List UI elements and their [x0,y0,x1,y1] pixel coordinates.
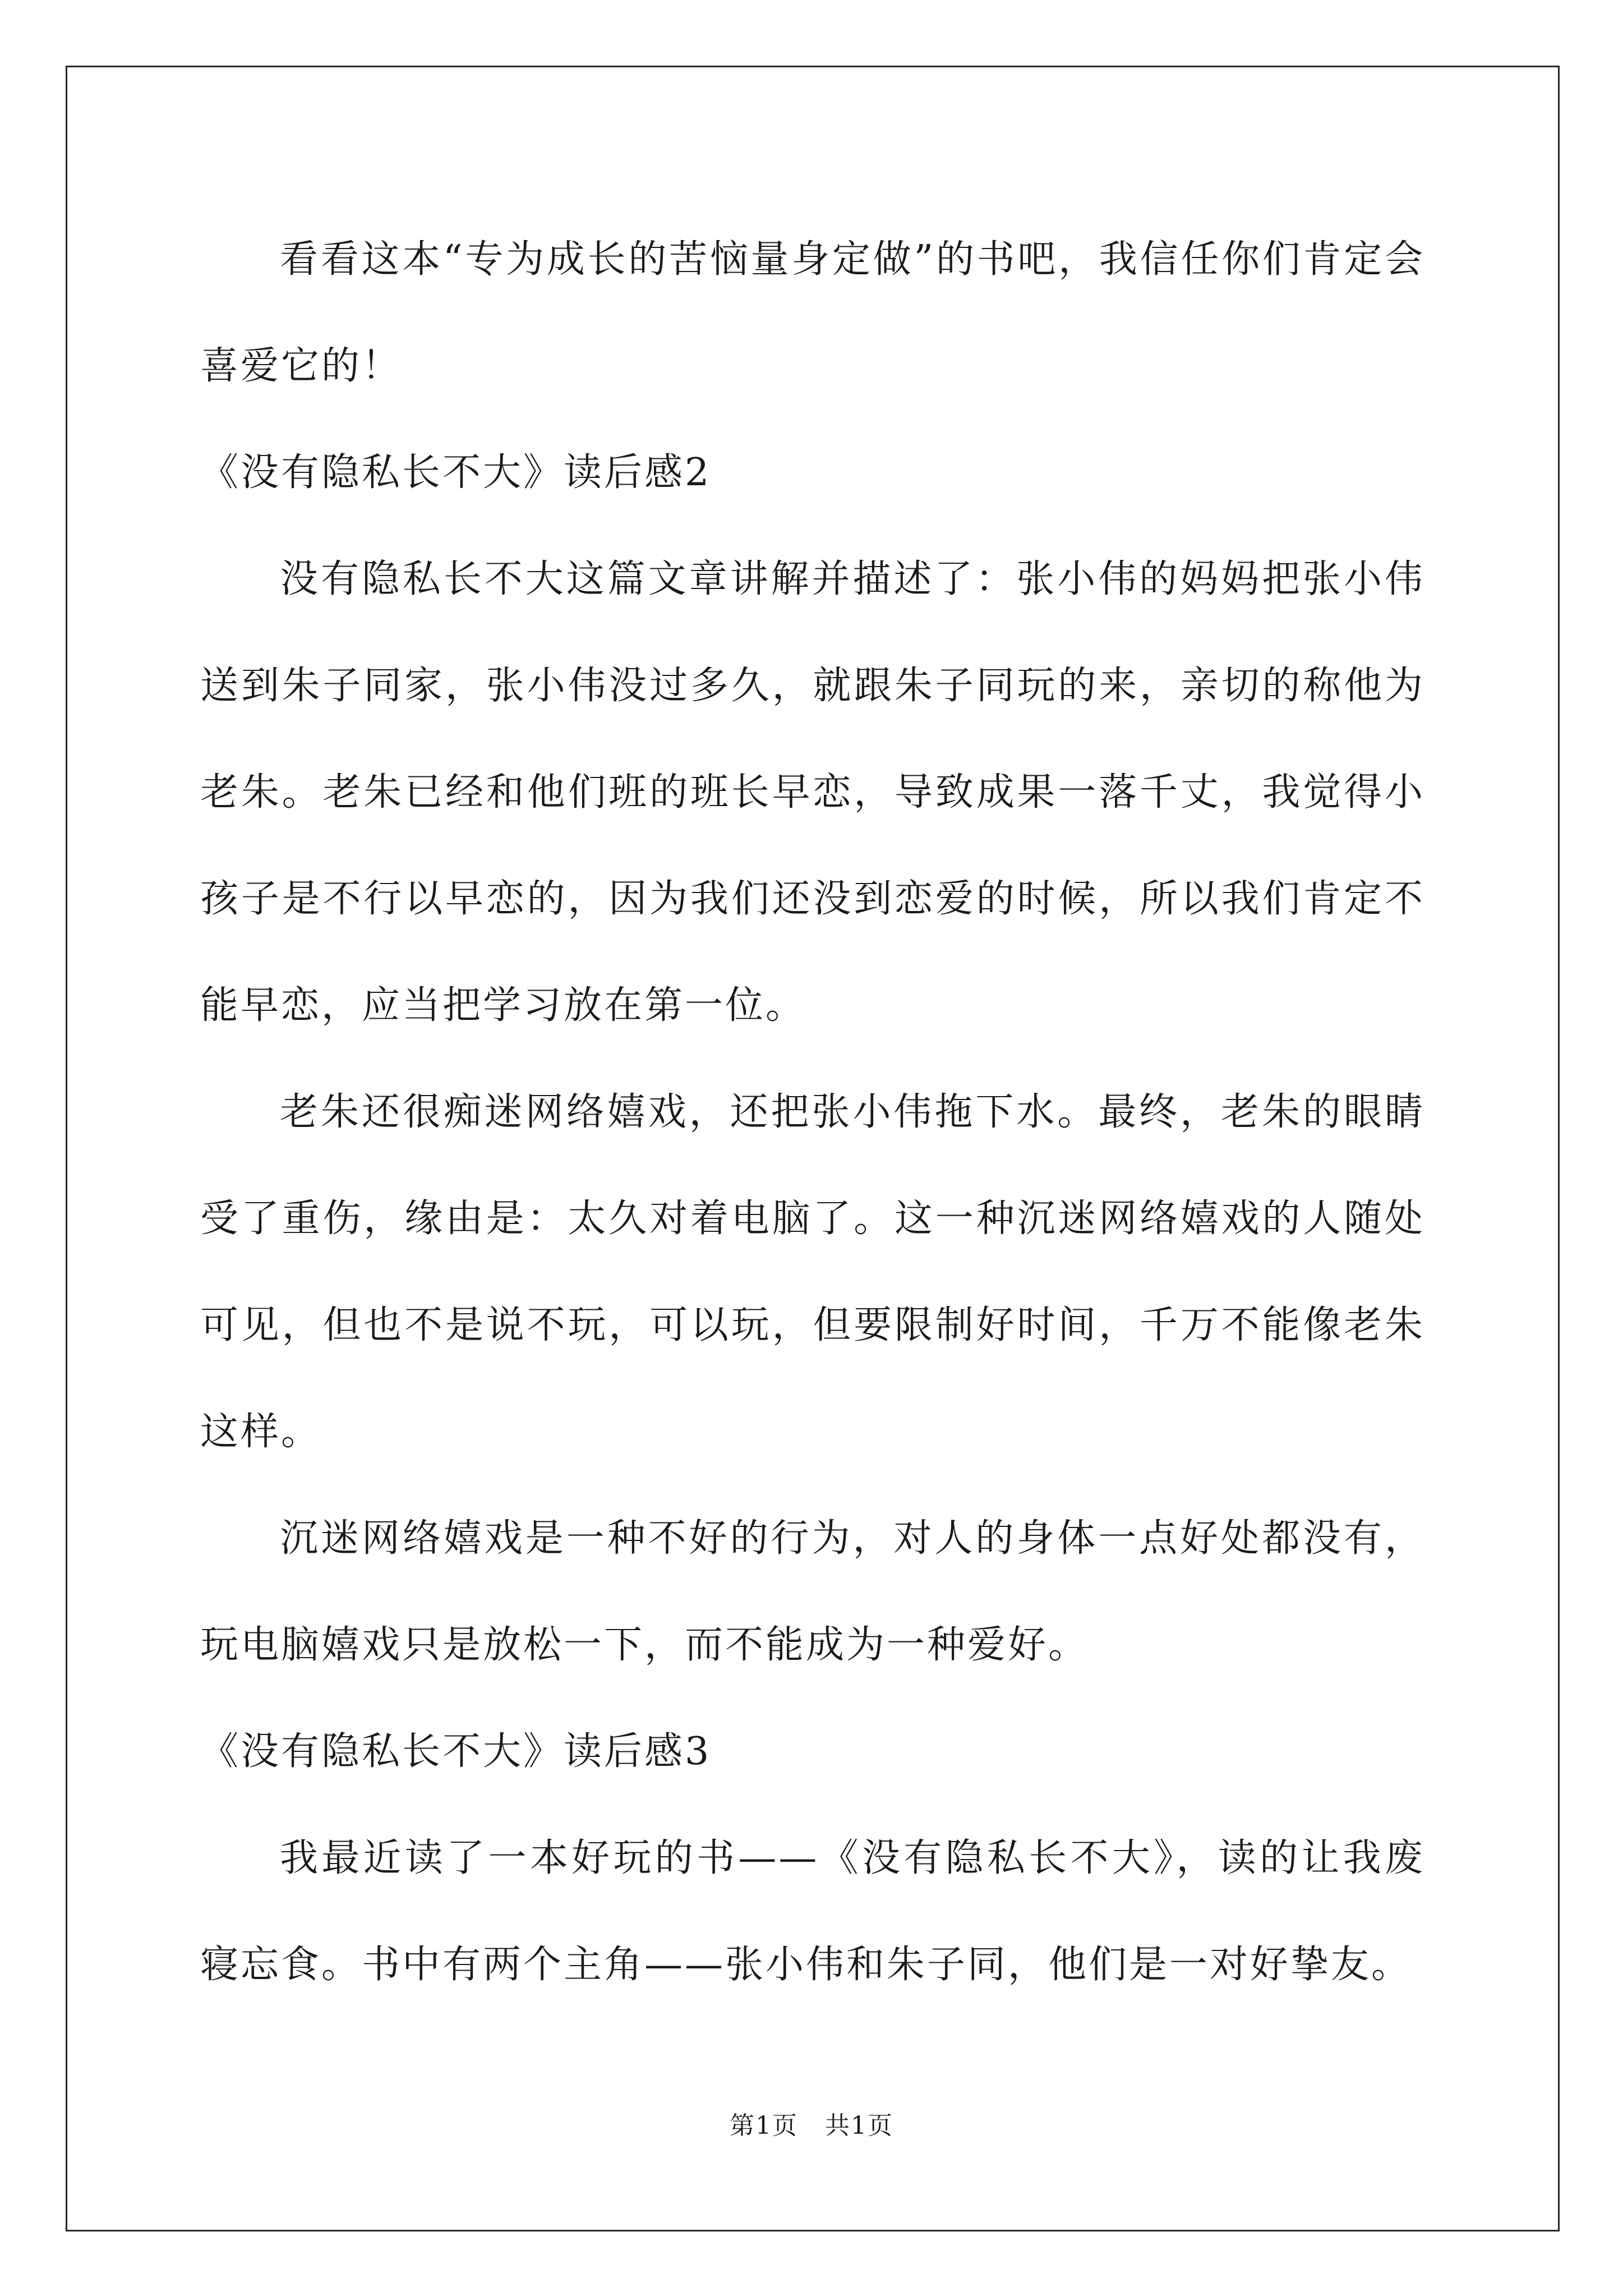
section-heading-2: 《没有隐私长不大》读后感2 [200,450,712,495]
document-body [200,206,1425,2018]
section-heading-3: 《没有隐私长不大》读后感3 [200,1729,712,1774]
page-footer [0,2109,1623,2143]
paragraph-1: 看看这本“专为成长的苦恼量身定做”的书吧，我信任你们肯定会喜爱它的！ [200,237,1425,388]
paragraph-2: 没有隐私长不大这篇文章讲解并描述了：张小伟的妈妈把张小伟送到朱子同家，张小伟没过多久，就跟朱子同玩的来，亲切的称他为老朱。老朱已经和他们班的班长早恋，导致成果一落千丈，我觉得小孩子是不行以早恋的，因为我们还没到恋爱的时候，所以我们肯定不能早恋，应当把学习放在第一位。 [200,557,1425,1028]
paragraph-5: 我最近读了一本好玩的书——《没有隐私长不大》，读的让我废寝忘食。书中有两个主角——张小伟和朱子同，他们是一对好挚友。 [200,1836,1425,1987]
page-number: 第1页 [730,2111,798,2140]
paragraph-4: 沉迷网络嬉戏是一种不好的行为，对人的身体一点好处都没有，玩电脑嬉戏只是放松一下，而不能成为一种爱好。 [200,1516,1425,1667]
page-total: 共1页 [825,2111,893,2140]
paragraph-3: 老朱还很痴迷网络嬉戏，还把张小伟拖下水。最终，老朱的眼睛受了重伤，缘由是：太久对着电脑了。这一种沉迷网络嬉戏的人随处可见，但也不是说不玩，可以玩，但要限制好时间，千万不能像老朱这样。 [200,1090,1425,1454]
